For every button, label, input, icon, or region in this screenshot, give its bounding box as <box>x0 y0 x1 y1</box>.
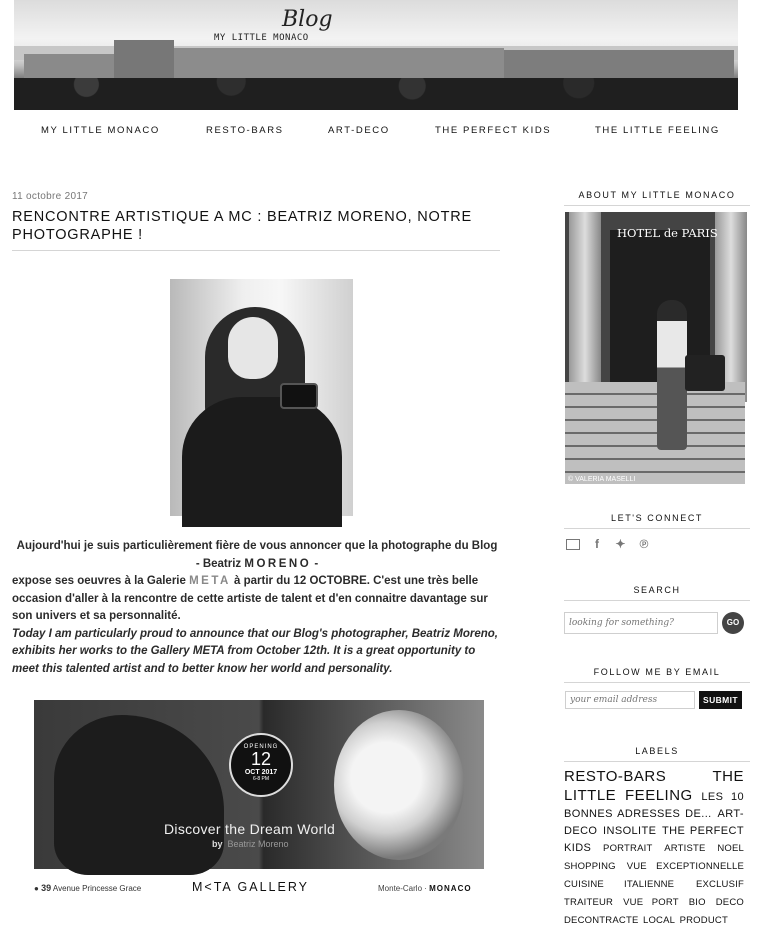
event-poster <box>34 700 484 869</box>
poster-headline: Discover the Dream World <box>164 821 336 837</box>
post-title[interactable]: RENCONTRE ARTISTIQUE A MC : BEATRIZ MORENO, NOTRE PHOTOGRAPHE ! <box>12 208 500 251</box>
photo-credit: © VALERIA MASELLI <box>568 476 636 483</box>
poster-city-name: MONACO <box>429 884 472 893</box>
badge-day: 12 <box>250 749 272 769</box>
label-link[interactable]: DECONTRACTE <box>564 915 639 926</box>
poster-city-prefix: Monte-Carlo · <box>378 884 427 893</box>
nav-item-the-little-feeling[interactable]: THE LITTLE FEELING <box>595 125 720 136</box>
labels-heading: LABELS <box>564 746 750 762</box>
photo-column-left <box>569 212 601 402</box>
label-link[interactable]: THE PERFECT KIDS <box>564 825 744 854</box>
labels-cloud <box>564 767 744 929</box>
label-link[interactable]: PRODUCT <box>679 915 728 926</box>
poster-by: by <box>212 839 223 849</box>
photo-hotel-sign: HOTEL de PARIS <box>617 226 718 240</box>
label-link[interactable]: VUE PORT <box>623 897 679 908</box>
post-en-text: Today I am particularly proud to announce that our Blog's photographer, Beatriz Moreno, exhibits her works to the Gallery META from October 12th. It is a great opportunity to meet this talented artist and to better know her world and personality. <box>12 627 498 675</box>
poster-city <box>378 884 472 893</box>
search-heading: SEARCH <box>564 585 750 601</box>
post-date: 11 octobre 2017 <box>12 191 89 202</box>
label-link[interactable]: NOEL SHOPPING <box>564 843 745 872</box>
post-fr-name-prefix: - Beatriz <box>195 557 242 570</box>
opening-date-badge <box>229 733 293 797</box>
about-photo[interactable] <box>565 212 745 484</box>
photo-steps <box>565 382 745 484</box>
label-link[interactable]: THE LITTLE FEELING <box>564 768 744 804</box>
label-link[interactable]: CUISINE ITALIENNE <box>564 879 675 890</box>
label-link[interactable]: DECO <box>715 897 744 908</box>
post-fr-meta: META <box>189 575 231 587</box>
label-link[interactable]: ARTISTE <box>664 843 706 854</box>
label-link[interactable]: TRAITEUR <box>564 897 614 908</box>
poster-address-street: Avenue Princesse Grace <box>52 884 142 893</box>
poster-footer <box>34 880 484 896</box>
pinterest-icon[interactable]: ℗ <box>639 537 649 551</box>
facebook-icon[interactable]: f <box>594 537 599 551</box>
badge-month-year: OCT 2017 <box>244 769 278 776</box>
portrait-body <box>182 397 342 527</box>
nav-item-the-perfect-kids[interactable]: THE PERFECT KIDS <box>435 125 552 136</box>
location-pin-icon: ● <box>34 884 39 893</box>
site-name: MY LITTLE MONACO <box>214 33 309 43</box>
post-fr-line1: Aujourd'hui je suis particulièrement fière de vous annoncer que la photographe du Blog <box>16 540 498 552</box>
poster-address-num: 39 <box>41 883 52 893</box>
label-link[interactable]: VUE EXCEPTIONNELLE <box>626 861 744 872</box>
email-field[interactable] <box>565 691 695 709</box>
label-link[interactable]: EXCLUSIF <box>695 879 744 890</box>
poster-eagle-image <box>334 710 464 860</box>
follow-heading: FOLLOW ME BY EMAIL <box>564 667 750 683</box>
email-submit-button[interactable]: SUBMIT <box>699 691 742 709</box>
banner-palace <box>174 48 504 82</box>
poster-artist: Beatriz Moreno <box>227 839 289 849</box>
label-link[interactable]: BIO <box>688 897 706 908</box>
header-banner[interactable] <box>14 0 738 110</box>
poster-address <box>34 883 141 893</box>
post-fr-name-suffix: - <box>314 557 319 570</box>
poster-wolf-image <box>54 715 224 875</box>
banner-city-block <box>114 40 174 82</box>
mail-icon[interactable] <box>566 539 580 550</box>
portrait-face <box>228 317 278 379</box>
post-fr-name: MORENO <box>244 557 312 570</box>
post-fr-line3a: expose ses oeuvres à la Galerie <box>12 575 186 587</box>
label-link[interactable]: LOCAL <box>642 915 676 926</box>
post-portrait-photo <box>170 279 353 516</box>
label-link[interactable]: INSOLITE <box>603 825 657 837</box>
badge-time: 6-8 PM <box>252 776 270 782</box>
search-go-button[interactable]: GO <box>722 612 744 634</box>
about-heading: ABOUT MY LITTLE MONACO <box>564 190 750 206</box>
search-input[interactable] <box>564 612 718 634</box>
photo-woman <box>657 300 687 450</box>
nav-item-my-little-monaco[interactable]: MY LITTLE MONACO <box>41 125 160 136</box>
connect-heading: LET'S CONNECT <box>564 513 750 529</box>
main-nav <box>0 125 759 139</box>
photo-bag <box>685 355 725 391</box>
post-body <box>12 538 502 678</box>
blog-logo-word: Blog <box>282 7 333 32</box>
label-link[interactable]: ART-DECO <box>564 808 744 837</box>
nav-item-art-deco[interactable]: ART-DECO <box>328 125 390 136</box>
twitter-icon[interactable]: ✦ <box>615 537 626 551</box>
poster-gallery-name: M<TA GALLERY <box>192 880 309 894</box>
label-link[interactable]: PORTRAIT <box>603 843 653 854</box>
camera-icon <box>280 383 318 409</box>
social-links <box>566 535 656 551</box>
label-link[interactable]: RESTO-BARS <box>564 768 667 785</box>
label-link[interactable]: LES 10 BONNES ADRESSES DE... <box>564 791 744 820</box>
banner-trees <box>14 78 738 110</box>
badge-opening: OPENING <box>243 744 279 750</box>
post-fr-line3b: à partir du 12 OCTOBRE. C'est une très belle occasion d'aller à la rencontre de cette artiste de talent et d'en connaitre davantage sur son univers et sa personnalité. <box>12 575 488 622</box>
poster-byline <box>212 839 289 849</box>
post-fr-name-line <box>12 556 502 574</box>
nav-item-resto-bars[interactable]: RESTO-BARS <box>206 125 284 136</box>
